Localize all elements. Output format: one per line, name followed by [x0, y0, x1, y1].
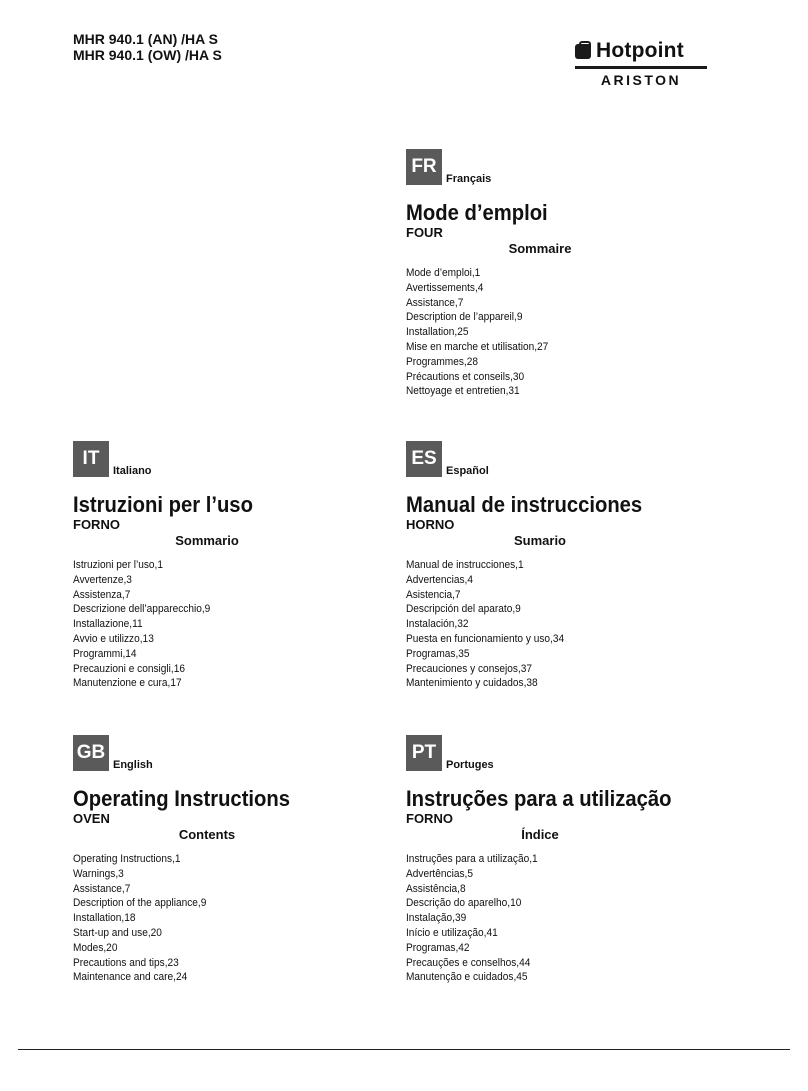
product-name: FORNO — [406, 811, 453, 826]
language-name: Portuges — [446, 759, 494, 771]
brand-subname: ARISTON — [600, 72, 682, 88]
toc-item[interactable]: Mantenimiento y cuidados,38 — [406, 677, 538, 690]
section-es — [406, 441, 726, 691]
toc-item[interactable]: Avvertenze,3 — [73, 573, 132, 586]
hotpoint-logo-icon — [575, 44, 591, 59]
section-title: Instruções para a utilização — [406, 786, 672, 811]
toc-heading: Índice — [521, 827, 559, 842]
section-title: Operating Instructions — [73, 786, 291, 811]
toc-item[interactable]: Descrição do aparelho,10 — [406, 897, 522, 910]
product-name: FOUR — [406, 225, 443, 240]
section-gb — [73, 735, 393, 985]
model-number: MHR 940.1 (OW) /HA S — [73, 47, 222, 63]
table-of-contents — [73, 558, 393, 691]
table-of-contents — [406, 266, 726, 399]
toc-item[interactable]: Avvio e utilizzo,13 — [73, 632, 154, 645]
language-code-badge: IT — [73, 441, 109, 477]
toc-item[interactable]: Descrizione dell’apparecchio,9 — [73, 603, 211, 616]
toc-heading: Sommario — [175, 533, 239, 548]
language-name: English — [113, 759, 153, 771]
toc-item[interactable]: Installazione,11 — [73, 618, 143, 631]
toc-item[interactable]: Descripción del aparato,9 — [406, 603, 521, 616]
toc-item[interactable]: Manutenzione e cura,17 — [73, 677, 182, 690]
model-number: MHR 940.1 (AN) /HA S — [73, 31, 218, 47]
language-name: Español — [446, 465, 489, 477]
toc-item[interactable]: Istruzioni per l’uso,1 — [73, 559, 164, 571]
section-title: Istruzioni per l’uso — [73, 492, 253, 517]
toc-item[interactable]: Start-up and use,20 — [73, 926, 162, 939]
toc-item[interactable]: Avertissements,4 — [406, 281, 484, 294]
toc-item[interactable]: Programmes,28 — [406, 355, 479, 368]
language-code-badge: ES — [406, 441, 442, 477]
toc-item[interactable]: Programmi,14 — [73, 647, 137, 660]
toc-heading: Sumario — [513, 533, 566, 548]
table-of-contents — [73, 852, 393, 985]
toc-item[interactable]: Operating Instructions,1 — [73, 853, 181, 865]
toc-item[interactable]: Assistenza,7 — [73, 588, 131, 601]
toc-item[interactable]: Programas,42 — [406, 941, 470, 954]
toc-item[interactable]: Início e utilização,41 — [406, 926, 498, 939]
logo-divider — [575, 66, 707, 69]
product-name: FORNO — [73, 517, 120, 532]
toc-item[interactable]: Advertências,5 — [406, 867, 473, 880]
toc-item[interactable]: Maintenance and care,24 — [73, 971, 188, 984]
product-name: HORNO — [406, 517, 455, 532]
section-pt — [406, 735, 726, 985]
toc-item[interactable]: Mise en marche et utilisation,27 — [406, 340, 549, 353]
toc-item[interactable]: Puesta en funcionamiento y uso,34 — [406, 632, 565, 645]
toc-item[interactable]: Precauções e conselhos,44 — [406, 956, 531, 969]
brand-name: Hotpoint — [596, 39, 684, 62]
toc-item[interactable]: Assistance,7 — [73, 882, 131, 895]
toc-heading: Contents — [178, 827, 236, 842]
toc-item[interactable]: Precautions and tips,23 — [73, 956, 179, 969]
toc-item[interactable]: Precauciones y consejos,37 — [406, 662, 533, 675]
toc-item[interactable]: Instalação,39 — [406, 912, 467, 925]
section-it — [73, 441, 393, 691]
toc-item[interactable]: Nettoyage et entretien,31 — [406, 385, 520, 398]
toc-item[interactable]: Modes,20 — [73, 941, 118, 954]
table-of-contents — [406, 852, 726, 985]
language-name: Italiano — [113, 465, 152, 477]
toc-item[interactable]: Instruções para a utilização,1 — [406, 853, 538, 865]
toc-item[interactable]: Programas,35 — [406, 647, 470, 660]
toc-item[interactable]: Instalación,32 — [406, 618, 469, 631]
toc-item[interactable]: Description of the appliance,9 — [73, 897, 207, 910]
model-numbers — [73, 31, 222, 63]
toc-item[interactable]: Installation,25 — [406, 326, 469, 339]
product-name: OVEN — [73, 811, 110, 826]
toc-item[interactable]: Assistência,8 — [406, 882, 466, 895]
toc-item[interactable]: Précautions et conseils,30 — [406, 370, 525, 383]
language-code-badge: FR — [406, 149, 442, 185]
toc-item[interactable]: Manutenção e cuidados,45 — [406, 971, 528, 984]
section-title: Mode d’emploi — [406, 200, 548, 225]
toc-item[interactable]: Assistance,7 — [406, 296, 464, 309]
language-name: Français — [446, 173, 492, 185]
toc-item[interactable]: Advertencias,4 — [406, 573, 473, 586]
table-of-contents — [406, 558, 726, 691]
toc-item[interactable]: Manual de instrucciones,1 — [406, 559, 524, 571]
language-code-badge: PT — [406, 735, 442, 771]
language-code-badge: GB — [73, 735, 109, 771]
toc-heading: Sommaire — [508, 241, 572, 256]
brand-logo — [575, 40, 707, 88]
section-title: Manual de instrucciones — [406, 492, 643, 517]
toc-item[interactable]: Mode d’emploi,1 — [406, 267, 481, 279]
toc-item[interactable]: Precauzioni e consigli,16 — [73, 662, 185, 675]
toc-item[interactable]: Warnings,3 — [73, 867, 124, 880]
toc-item[interactable]: Installation,18 — [73, 912, 136, 925]
footer-divider — [18, 1049, 790, 1050]
toc-item[interactable]: Asistencia,7 — [406, 588, 461, 601]
toc-item[interactable]: Description de l’appareil,9 — [406, 311, 523, 324]
section-fr — [406, 149, 726, 399]
